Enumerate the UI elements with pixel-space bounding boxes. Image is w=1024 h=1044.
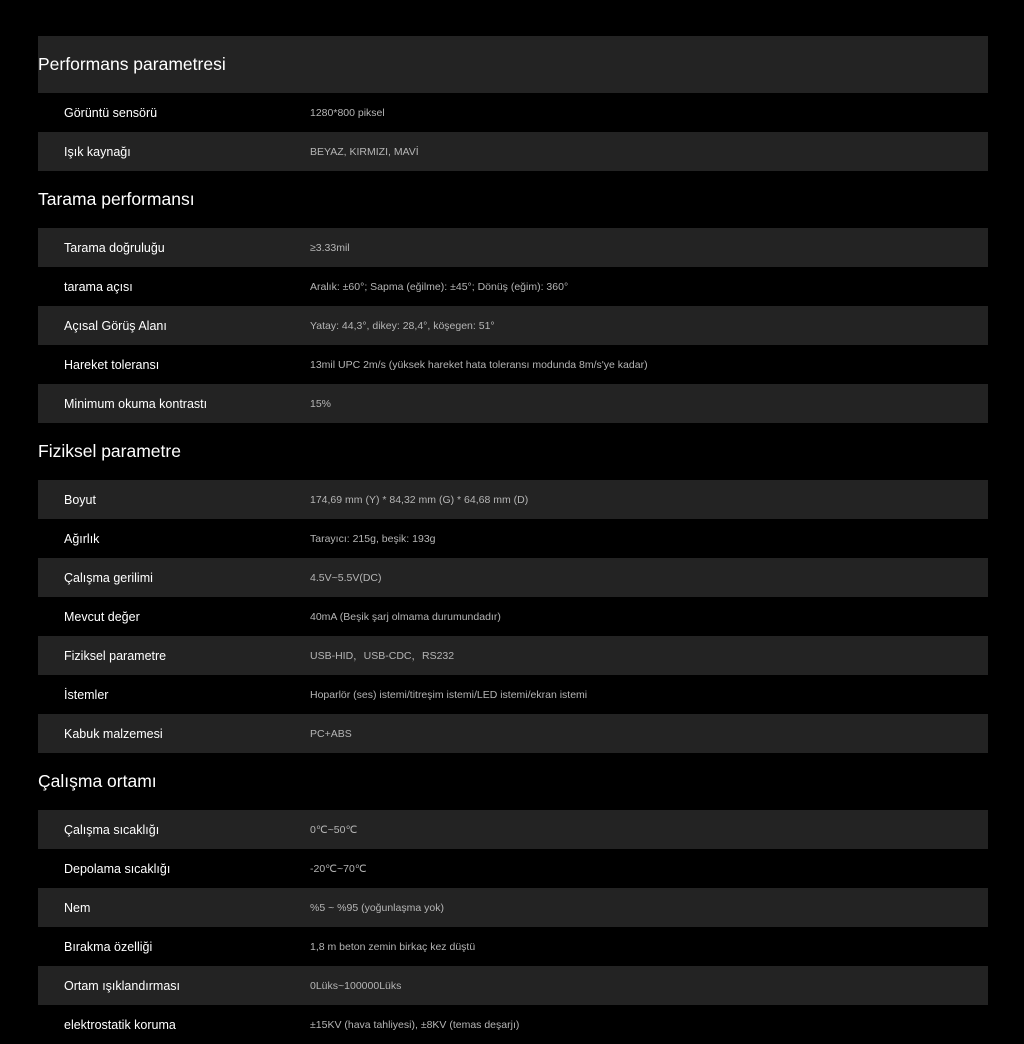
spec-value: %5 ~ %95 (yoğunlaşma yok) — [310, 901, 444, 914]
spec-value: Aralık: ±60°; Sapma (eğilme): ±45°; Dönüş (eğim): 360° — [310, 280, 569, 293]
spec-value: Hoparlör (ses) istemi/titreşim istemi/LED istemi/ekran istemi — [310, 688, 588, 701]
spec-row — [38, 888, 988, 927]
section-header-physical — [38, 423, 988, 480]
spec-value: ±15KV (hava tahliyesi), ±8KV (temas deşarjı) — [310, 1018, 520, 1031]
spec-value: 1,8 m beton zemin birkaç kez düştü — [310, 940, 476, 953]
spec-label: Ağırlık — [64, 531, 100, 546]
spec-row — [38, 267, 988, 306]
spec-label: Işık kaynağı — [64, 144, 131, 159]
spec-row — [38, 93, 988, 132]
spec-label: Hareket toleransı — [64, 357, 160, 372]
spec-label: Depolama sıcaklığı — [64, 861, 171, 876]
spec-value: 0Lüks~100000Lüks — [310, 979, 402, 992]
spec-label: Mevcut değer — [64, 609, 140, 624]
spec-label: Çalışma gerilimi — [64, 570, 153, 585]
spec-label: Bırakma özelliği — [64, 939, 153, 954]
spec-value: 0℃~50℃ — [310, 823, 358, 836]
section-header-performance — [38, 36, 988, 93]
spec-value: 1280*800 piksel — [310, 106, 385, 119]
spec-value: PC+ABS — [310, 727, 352, 740]
spec-row — [38, 810, 988, 849]
spec-row — [38, 1005, 988, 1044]
spec-row — [38, 966, 988, 1005]
spec-value: -20℃~70℃ — [310, 862, 367, 875]
section-header-scan — [38, 171, 988, 228]
spec-row — [38, 132, 988, 171]
section-title: Fiziksel parametre — [38, 441, 181, 461]
spec-label: tarama açısı — [64, 279, 133, 294]
spec-row — [38, 675, 988, 714]
spec-label: Minimum okuma kontrastı — [64, 396, 208, 411]
spec-row — [38, 558, 988, 597]
spec-value: 40mA (Beşik şarj olmama durumundadır) — [310, 610, 501, 623]
spec-value: 4.5V~5.5V(DC) — [310, 571, 382, 584]
spec-value: ≥3.33mil — [310, 241, 350, 254]
spec-label: Kabuk malzemesi — [64, 726, 163, 741]
section-title: Performans parametresi — [38, 54, 226, 74]
spec-value: 15% — [310, 397, 332, 410]
spec-row — [38, 306, 988, 345]
section-header-environment — [38, 753, 988, 810]
spec-row — [38, 714, 988, 753]
spec-row — [38, 345, 988, 384]
spec-label: Tarama doğruluğu — [64, 240, 165, 255]
spec-label: Fiziksel parametre — [64, 648, 167, 663]
spec-label: Açısal Görüş Alanı — [64, 318, 167, 333]
spec-value: 13mil UPC 2m/s (yüksek hareket hata toleransı modunda 8m/s'ye kadar) — [310, 358, 648, 371]
section-title: Çalışma ortamı — [38, 771, 157, 791]
spec-row — [38, 927, 988, 966]
section-title: Tarama performansı — [38, 189, 195, 209]
spec-value: BEYAZ, KIRMIZI, MAVİ — [310, 145, 419, 158]
spec-value: Yatay: 44,3°, dikey: 28,4°, köşegen: 51° — [310, 319, 495, 332]
spec-row — [38, 228, 988, 267]
spec-label: Çalışma sıcaklığı — [64, 822, 160, 837]
spec-label: elektrostatik koruma — [64, 1017, 176, 1032]
spec-row — [38, 384, 988, 423]
spec-value: USB-HID，USB-CDC，RS232 — [310, 650, 455, 662]
spec-value: 174,69 mm (Y) * 84,32 mm (G) * 64,68 mm (D) — [310, 493, 529, 506]
spec-table — [38, 36, 988, 1044]
spec-label: Nem — [64, 900, 91, 915]
spec-row — [38, 480, 988, 519]
spec-row — [38, 597, 988, 636]
spec-label: Boyut — [64, 492, 96, 507]
spec-row — [38, 636, 988, 675]
spec-row — [38, 519, 988, 558]
spec-label: İstemler — [64, 687, 109, 702]
spec-label: Ortam ışıklandırması — [64, 978, 180, 993]
spec-label: Görüntü sensörü — [64, 105, 158, 120]
spec-row — [38, 849, 988, 888]
spec-value: Tarayıcı: 215g, beşik: 193g — [310, 532, 436, 545]
